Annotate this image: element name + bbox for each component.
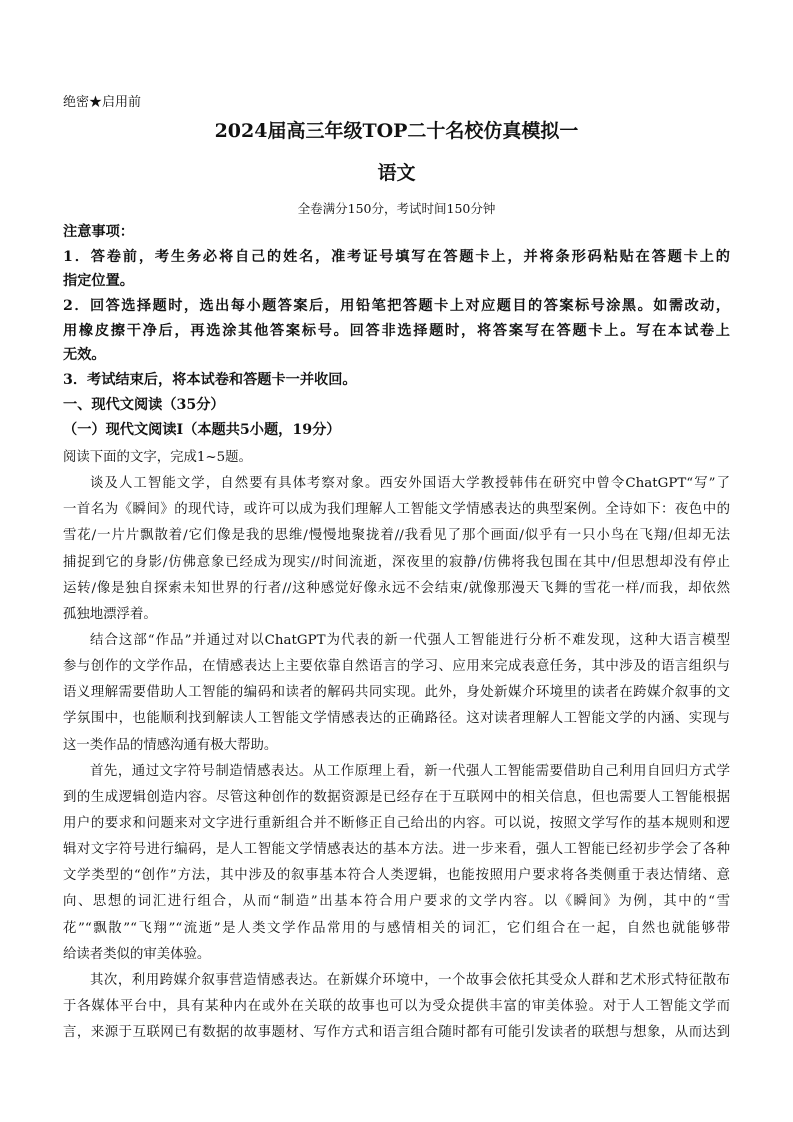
subject-title: 语文 [377, 162, 416, 184]
paragraph-line: 辑对文字符号进行编码，是人工智能文学情感表达的基本方法。进一步来看，强人工智能已经初步学会了各种 [63, 842, 730, 858]
note-item-line: 1．答卷前，考生务必将自己的姓名，准考证号填写在答题卡上，并将条形码粘贴在答题卡上的 [63, 248, 730, 265]
paragraph-line: 运转/像是独自探索未知世界的行者//这种感觉好像永远不会结束/就像那漫天飞舞的雪花一样/而我，却依然 [63, 580, 730, 596]
note-item-line: 3．考试结束后，将本试卷和答题卡一并收回。 [63, 372, 357, 389]
paragraph-line: 于各媒体平台中，具有某种内在或外在关联的故事也可以为受众提供丰富的审美体验。对于人工智能文学而 [63, 998, 730, 1014]
confidential-label: 绝密★启用前 [63, 95, 142, 110]
paragraph-line: 参与创作的文学作品，在情感表达上主要依靠自然语言的学习、应用来完成表意任务，其中涉及的语言组织与 [63, 659, 730, 675]
paragraph-line: 孤独地漂浮着。 [63, 606, 157, 622]
notes-section [63, 220, 730, 442]
section-heading: 一、现代文阅读（35分） [63, 396, 225, 413]
reading-instruction: 阅读下面的文字，完成1~5题。 [63, 450, 252, 465]
paragraph-line: 用户的要求和问题来对文字进行重新组合并不断修正自己给出的内容。可以说，按照文学写作的基本规则和逻 [63, 815, 730, 831]
paragraph-line: 到的生成逻辑创造内容。尽管这种创作的数据资源是已经存在于互联网中的相关信息，但也需要人工智能根据 [63, 789, 730, 805]
paragraph-line: 文学类型的“创作”方法，其中涉及的叙事基本符合人类逻辑，也能按照用户要求将各类侧重于表达情绪、意 [63, 868, 730, 884]
note-item-line: 指定位置。 [63, 273, 134, 290]
paragraph-line: 向、思想的词汇进行组合，从而“制造”出基本符合用户要求的文学内容。以《瞬间》为例，其中的“雪 [63, 894, 730, 910]
paragraph-line: 其次，利用跨媒介叙事营造情感表达。在新媒介环境中，一个故事会依托其受众人群和艺术形式特征散布 [90, 972, 730, 988]
paragraph-line: 雪花/一片片飘散着/它们像是我的思维/慢慢地聚拢着//我看见了那个画面/似乎有一只小鸟在飞翔/但却无法 [63, 528, 730, 544]
reading-section [63, 445, 730, 1046]
note-item-line: 2．回答选择题时，选出每小题答案后，用铅笔把答题卡上对应题目的答案标号涂黑。如需改动， [63, 298, 730, 315]
note-item-line: 用橡皮擦干净后，再选涂其他答案标号。回答非选择题时，将答案写在答题卡上。写在本试卷上 [63, 322, 730, 339]
paragraph-line: 学氛围中，也能顺利找到解读人工智能文学情感表达的正确路径。这对读者理解人工智能文学的内涵、实现与 [63, 711, 730, 727]
paragraph-line: 一首名为《瞬间》的现代诗，或许可以成为我们理解人工智能文学情感表达的典型案例。全诗如下：夜色中的 [63, 502, 730, 518]
exam-title: 2024届高三年级TOP二十名校仿真模拟一 [214, 120, 579, 142]
notes-heading: 注意事项： [63, 224, 134, 240]
paragraph-line: 花”“飘散”“飞翔”“流逝”是人类文学作品常用的与感情相关的词汇，它们组合在一起，自然也就能够带 [63, 920, 730, 936]
paragraph-line: 言，来源于互联网已有数据的故事题材、写作方式和语言组合随时都有可能引发读者的联想与想象，从而达到 [63, 1025, 730, 1041]
paragraph-line: 结合这部“作品”并通过对以ChatGPT为代表的新一代强人工智能进行分析不难发现，这种大语言模型 [90, 632, 730, 648]
paragraph-line: 给读者类似的审美体验。 [63, 946, 211, 962]
paragraph-line: 语义理解需要借助人工智能的编码和读者的解码共同实现。此外，身处新媒介环境里的读者在跨媒介叙事的文 [63, 685, 730, 701]
subsection-heading: （一）现代文阅读Ⅰ（本题共5小题，19分） [63, 421, 341, 438]
paragraph-line: 捕捉到它的身影/仿佛意象已经成为现实//时间流逝，深夜里的寂静/仿佛将我包围在其中/但思想却没有停止 [63, 554, 730, 570]
paragraph-line: 这一类作品的情感沟通有极大帮助。 [63, 737, 278, 753]
note-item-line: 无效。 [63, 347, 106, 364]
paragraph-line: 谈及人工智能文学，自然要有具体考察对象。西安外国语大学教授韩伟在研究中曾令ChatGPT“写”了 [90, 476, 730, 492]
paragraph-line: 首先，通过文字符号制造情感表达。从工作原理上看，新一代强人工智能需要借助自己利用自回归方式学 [90, 763, 730, 779]
score-info: 全卷满分150分，考试时间150分钟 [297, 201, 496, 216]
